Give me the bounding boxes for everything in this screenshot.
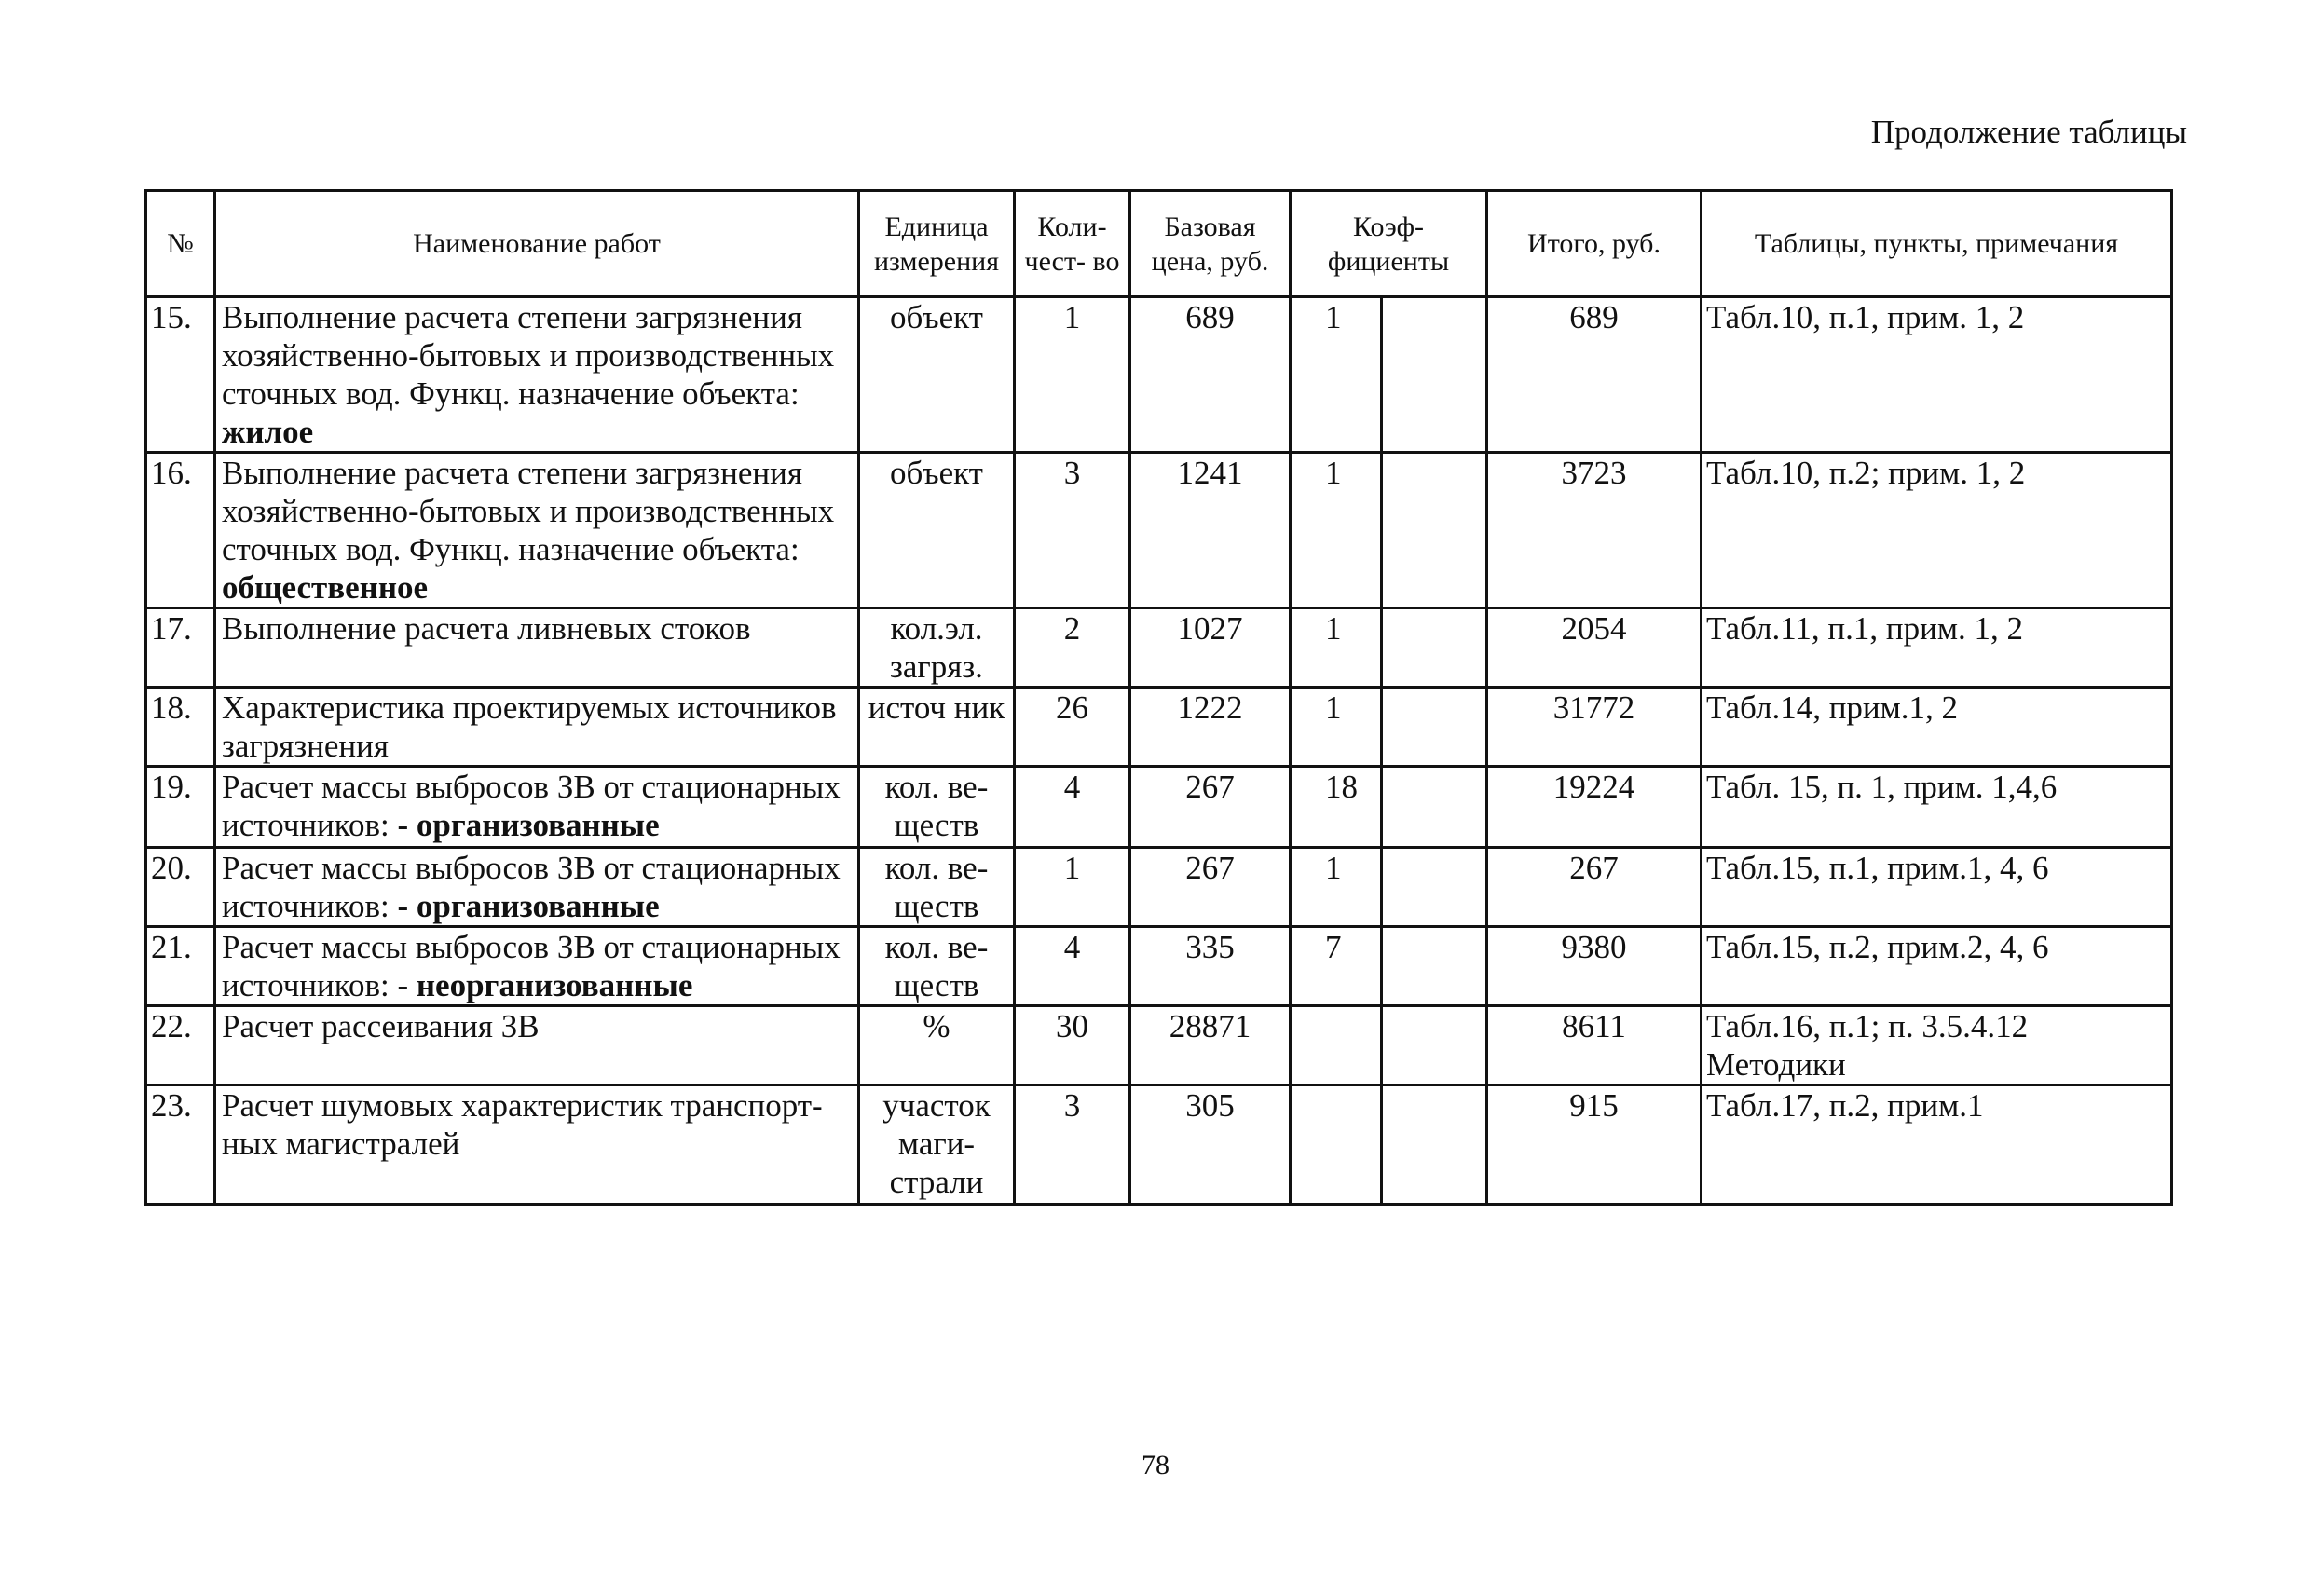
row-coef2 — [1382, 848, 1487, 927]
row-coef2 — [1382, 688, 1487, 767]
row-name — [215, 453, 859, 608]
row-coef2 — [1382, 927, 1487, 1006]
row-price: 305 — [1130, 1085, 1291, 1205]
row-coef1: 1 — [1291, 608, 1382, 688]
row-price: 28871 — [1130, 1006, 1291, 1085]
row-notes: Табл.14, прим.1, 2 — [1702, 688, 2172, 767]
row-notes: Табл.15, п.2, прим.2, 4, 6 — [1702, 927, 2172, 1006]
row-notes: Табл.10, п.1, прим. 1, 2 — [1702, 297, 2172, 453]
row-num: 18. — [146, 688, 215, 767]
table-row — [146, 608, 2172, 688]
row-coef1 — [1291, 1085, 1382, 1205]
table-header-row — [146, 191, 2172, 297]
row-name-text: Расчет рассеивания ЗВ — [222, 1008, 540, 1044]
row-coef2 — [1382, 453, 1487, 608]
row-price: 267 — [1130, 767, 1291, 848]
row-qty: 1 — [1015, 297, 1130, 453]
row-coef1: 7 — [1291, 927, 1382, 1006]
row-total: 31772 — [1487, 688, 1702, 767]
row-coef2 — [1382, 767, 1487, 848]
row-notes: Табл. 15, п. 1, прим. 1,4,6 — [1702, 767, 2172, 848]
work-cost-table — [144, 189, 2173, 1206]
header-unit: Единица измерения — [859, 191, 1015, 297]
row-num: 19. — [146, 767, 215, 848]
page-number: 78 — [1142, 1450, 1169, 1480]
row-notes: Табл.15, п.1, прим.1, 4, 6 — [1702, 848, 2172, 927]
row-name-text: Выполнение расчета степени загрязнения хозяйственно-бытовых и производственных сточных вод. Функц. назначение объекта: — [222, 299, 835, 412]
header-num: № — [146, 191, 215, 297]
row-unit: кол.эл. загряз. — [859, 608, 1015, 688]
row-name — [215, 688, 859, 767]
table-row — [146, 927, 2172, 1006]
row-notes: Табл.10, п.2; прим. 1, 2 — [1702, 453, 2172, 608]
row-qty: 1 — [1015, 848, 1130, 927]
row-coef1: 18 — [1291, 767, 1382, 848]
header-notes: Таблицы, пункты, примечания — [1702, 191, 2172, 297]
table-continuation-caption: Продолжение таблицы — [1870, 114, 2187, 150]
header-price: Базовая цена, руб. — [1130, 191, 1291, 297]
row-name — [215, 1085, 859, 1205]
header-name: Наименование работ — [215, 191, 859, 297]
row-coef1: 1 — [1291, 848, 1382, 927]
row-name-emphasis: жилое — [222, 414, 314, 450]
row-unit: кол. ве- ществ — [859, 848, 1015, 927]
row-price: 689 — [1130, 297, 1291, 453]
table-row — [146, 688, 2172, 767]
row-num: 21. — [146, 927, 215, 1006]
row-name-emphasis: - организованные — [397, 807, 660, 843]
row-name-emphasis: - неорганизованные — [397, 967, 693, 1003]
row-qty: 3 — [1015, 453, 1130, 608]
row-price: 335 — [1130, 927, 1291, 1006]
row-unit: кол. ве- ществ — [859, 927, 1015, 1006]
row-coef2 — [1382, 1006, 1487, 1085]
row-qty: 2 — [1015, 608, 1130, 688]
row-name — [215, 1006, 859, 1085]
row-name-text: Характеристика проектируемых источников загрязнения — [222, 689, 837, 764]
header-coef: Коэф- фициенты — [1291, 191, 1487, 297]
row-unit: % — [859, 1006, 1015, 1085]
row-notes: Табл.11, п.1, прим. 1, 2 — [1702, 608, 2172, 688]
row-name — [215, 927, 859, 1006]
row-name-text: Выполнение расчета степени загрязнения хозяйственно-бытовых и производственных сточных вод. Функц. назначение объекта: — [222, 455, 835, 567]
row-coef1 — [1291, 1006, 1382, 1085]
header-total: Итого, руб. — [1487, 191, 1702, 297]
row-total: 3723 — [1487, 453, 1702, 608]
table-row — [146, 767, 2172, 848]
row-qty: 4 — [1015, 767, 1130, 848]
row-coef1: 1 — [1291, 297, 1382, 453]
row-num: 23. — [146, 1085, 215, 1205]
table-row — [146, 297, 2172, 453]
row-total: 689 — [1487, 297, 1702, 453]
row-name — [215, 608, 859, 688]
row-unit: кол. ве- ществ — [859, 767, 1015, 848]
row-unit: источ ник — [859, 688, 1015, 767]
row-notes: Табл.16, п.1; п. 3.5.4.12 Методики — [1702, 1006, 2172, 1085]
row-name-emphasis: - организованные — [397, 888, 660, 924]
row-qty: 30 — [1015, 1006, 1130, 1085]
row-name-text: Расчет массы выбросов ЗВ от стационарных источников: — [222, 850, 841, 924]
table-row — [146, 1085, 2172, 1205]
row-unit: участок маги- страли — [859, 1085, 1015, 1205]
row-num: 22. — [146, 1006, 215, 1085]
row-qty: 3 — [1015, 1085, 1130, 1205]
row-price: 267 — [1130, 848, 1291, 927]
row-unit: объект — [859, 297, 1015, 453]
row-num: 16. — [146, 453, 215, 608]
row-name-text: Расчет массы выбросов ЗВ от стационарных источников: — [222, 769, 841, 843]
row-coef2 — [1382, 608, 1487, 688]
row-coef1: 1 — [1291, 453, 1382, 608]
row-name-text: Расчет шумовых характеристик транспорт- ных магистралей — [222, 1087, 823, 1162]
row-qty: 4 — [1015, 927, 1130, 1006]
row-name-text: Расчет массы выбросов ЗВ от стационарных источников: — [222, 929, 841, 1003]
row-coef2 — [1382, 297, 1487, 453]
row-unit: объект — [859, 453, 1015, 608]
row-name — [215, 767, 859, 848]
row-num: 15. — [146, 297, 215, 453]
row-name — [215, 297, 859, 453]
row-name — [215, 848, 859, 927]
row-price: 1027 — [1130, 608, 1291, 688]
row-num: 17. — [146, 608, 215, 688]
row-name-emphasis: общественное — [222, 569, 429, 606]
row-total: 19224 — [1487, 767, 1702, 848]
row-total: 915 — [1487, 1085, 1702, 1205]
row-total: 9380 — [1487, 927, 1702, 1006]
header-qty: Коли- чест- во — [1015, 191, 1130, 297]
row-price: 1222 — [1130, 688, 1291, 767]
row-name-text: Выполнение расчета ливневых стоков — [222, 610, 751, 647]
row-coef1: 1 — [1291, 688, 1382, 767]
row-total: 267 — [1487, 848, 1702, 927]
row-notes: Табл.17, п.2, прим.1 — [1702, 1085, 2172, 1205]
row-coef2 — [1382, 1085, 1487, 1205]
table-row — [146, 453, 2172, 608]
row-qty: 26 — [1015, 688, 1130, 767]
row-price: 1241 — [1130, 453, 1291, 608]
row-total: 2054 — [1487, 608, 1702, 688]
table-row — [146, 1006, 2172, 1085]
table-row — [146, 848, 2172, 927]
row-num: 20. — [146, 848, 215, 927]
row-total: 8611 — [1487, 1006, 1702, 1085]
